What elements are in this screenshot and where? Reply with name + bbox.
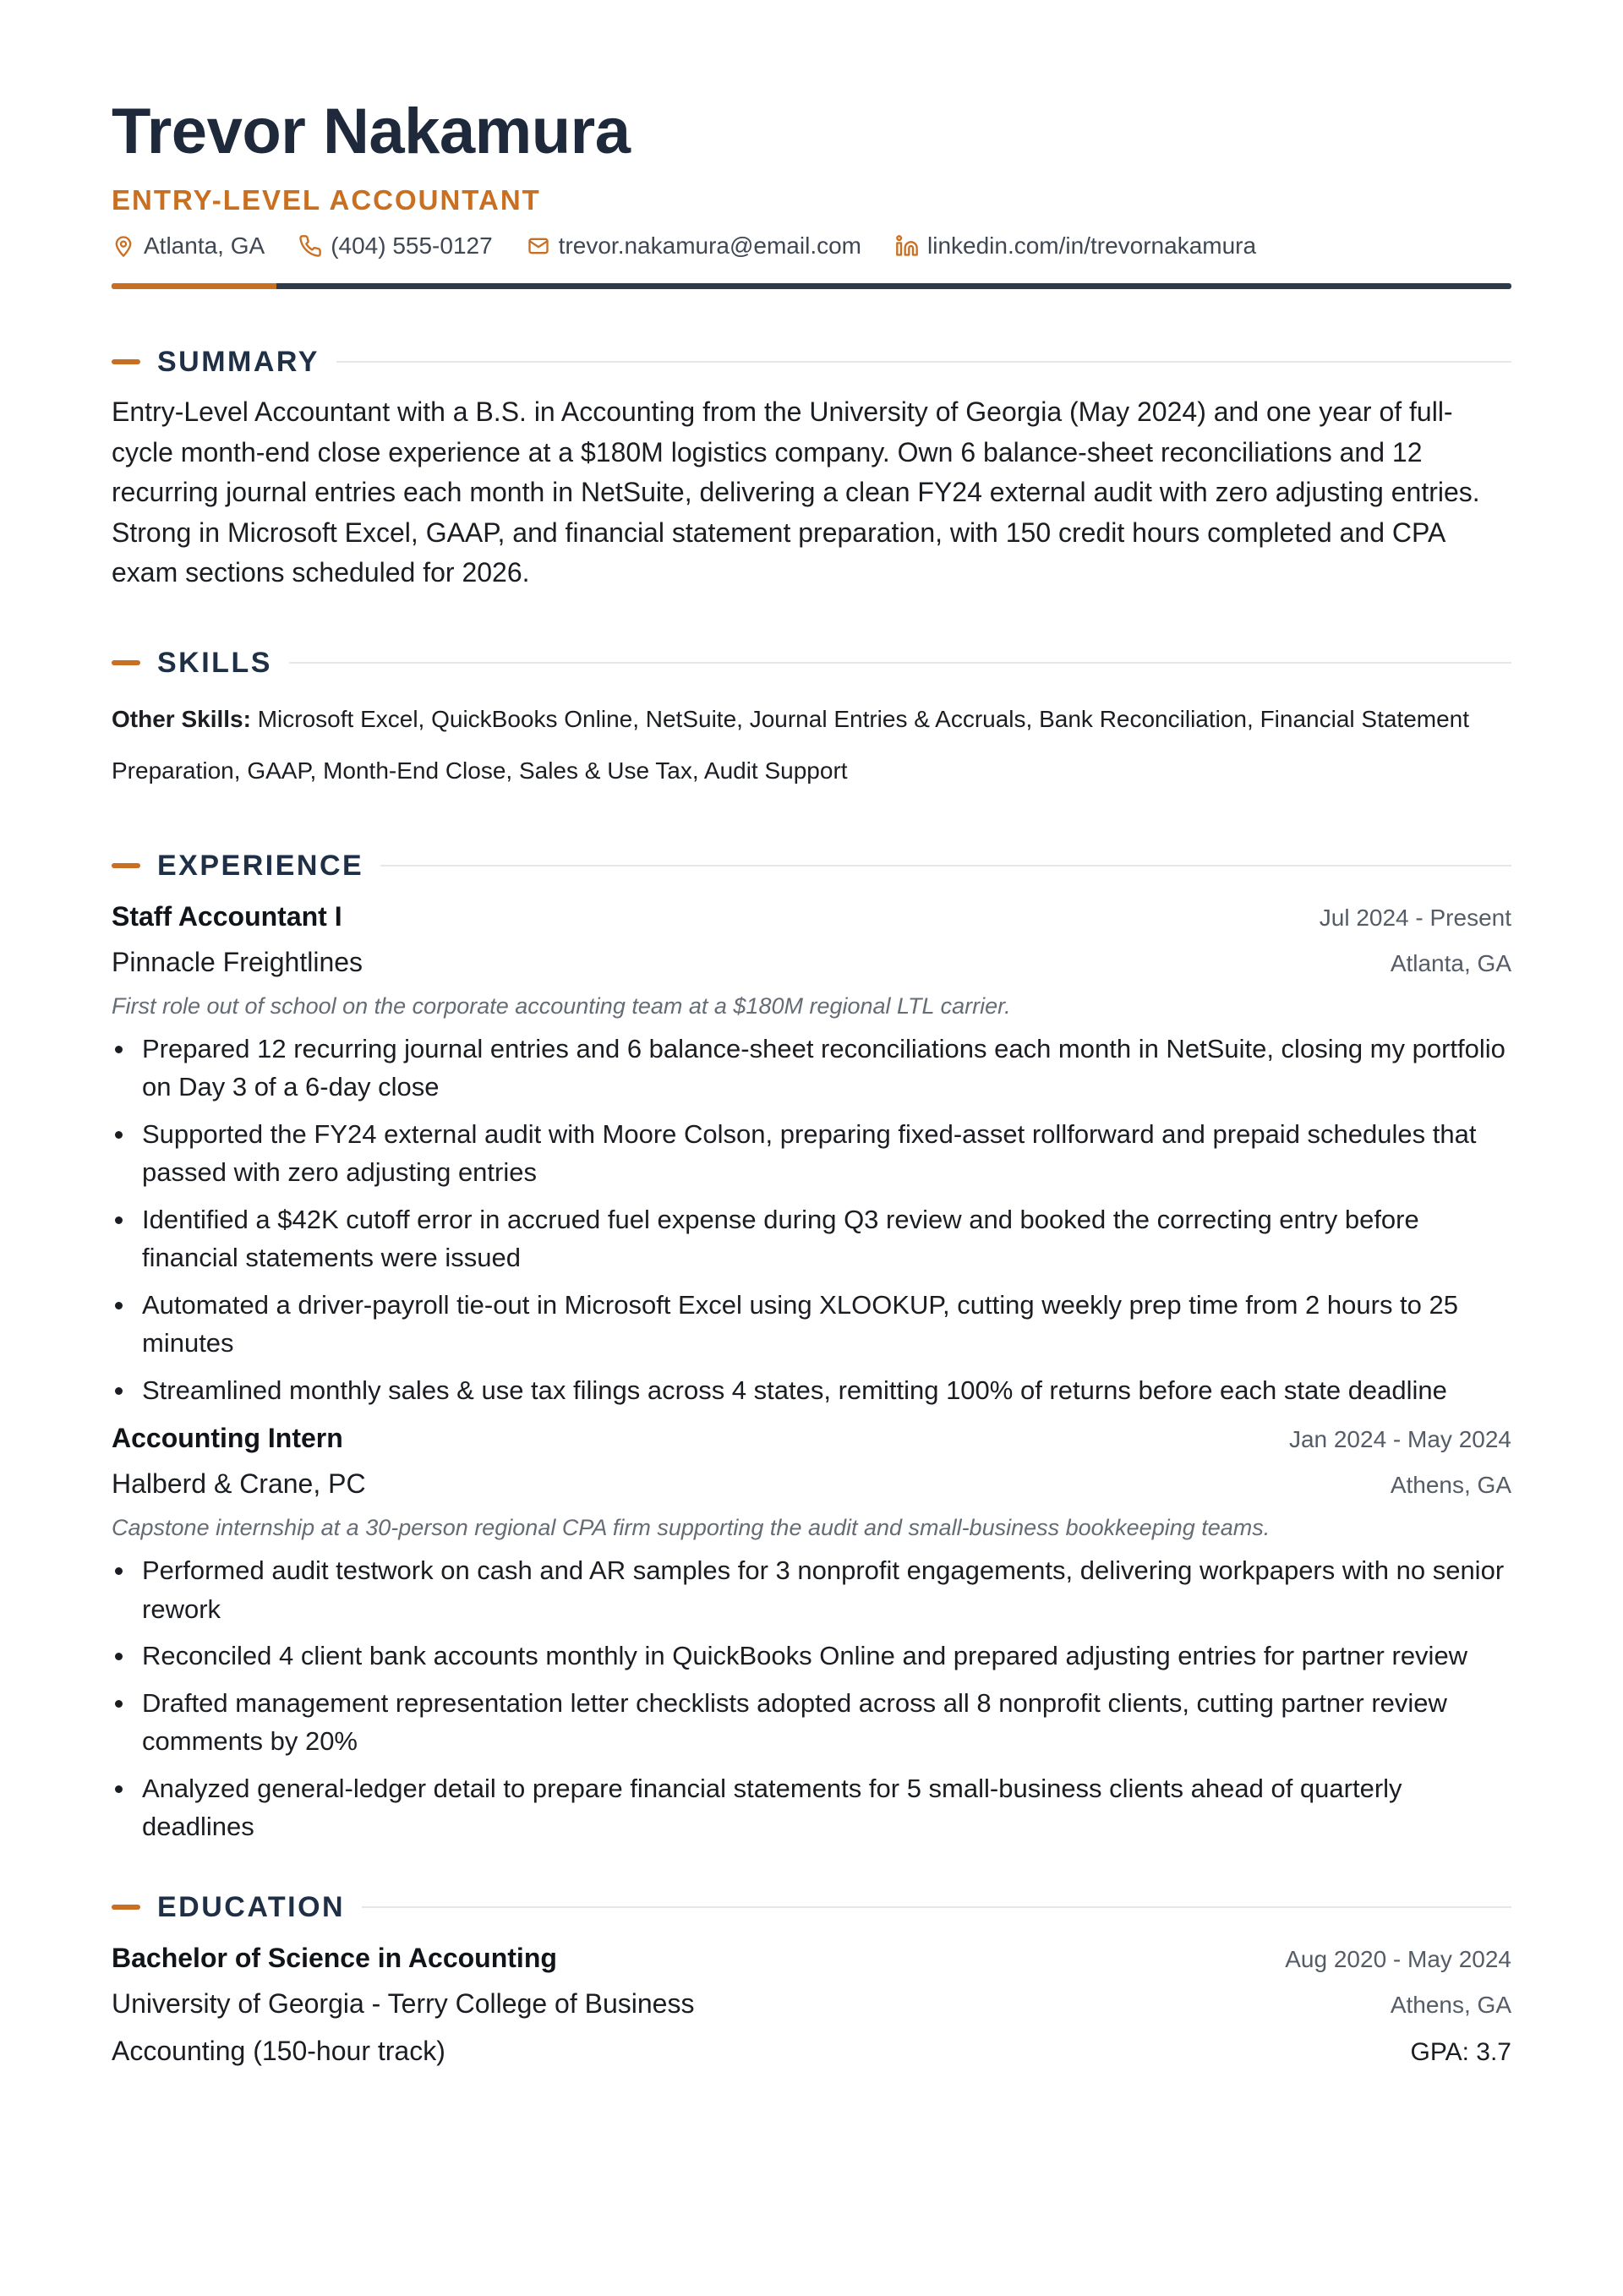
- school-location: Athens, GA: [1390, 1991, 1511, 2018]
- job-bullets: [112, 1030, 1511, 1410]
- linkedin-icon: [895, 234, 919, 258]
- education-entry: [112, 1938, 1511, 2076]
- skills-section: [112, 646, 1511, 796]
- gpa: GPA: 3.7: [1410, 2037, 1511, 2066]
- section-rule: [289, 662, 1511, 664]
- skills-list: Microsoft Excel, QuickBooks Online, NetSuite, Journal Entries & Accruals, Bank Reconciliation, Financial Statement Preparation, GAAP, Month-End Close, Sales & Use Tax, Audit Support: [112, 705, 1470, 784]
- section-rule: [336, 361, 1511, 363]
- education-section: [112, 1890, 1511, 2076]
- job-company: Halberd & Crane, PC: [112, 1468, 366, 1499]
- degree: Bachelor of Science in Accounting: [112, 1942, 557, 1973]
- email-text: trevor.nakamura@email.com: [558, 232, 861, 259]
- job-bullet: Analyzed general-ledger detail to prepare financial statements for 5 small-business clients ahead of quarterly deadlines: [112, 1769, 1511, 1846]
- contact-email[interactable]: [527, 234, 861, 258]
- experience-section: [112, 849, 1511, 1846]
- skills-text: [112, 693, 1511, 796]
- job-bullet: Streamlined monthly sales & use tax filings across 4 states, remitting 100% of returns before each state deadline: [112, 1371, 1511, 1410]
- job-dates: Jul 2024 - Present: [1319, 904, 1511, 931]
- section-title: SUMMARY: [157, 346, 320, 378]
- summary-text: Entry-Level Accountant with a B.S. in Accounting from the University of Georgia (May 2024) and one year of full-cycle month-end close experience at a $180M logistics company. Own 6 balance-sheet reconciliations and 12 recurring journal entries each month in NetSuite, delivering a clean FY24 external audit with zero adjusting entries. Strong in Microsoft Excel, GAAP, and financial statement preparation, with 150 credit hours completed and CPA exam sections scheduled for 2026.: [112, 396, 1480, 588]
- section-dash: [112, 660, 140, 665]
- contact-phone[interactable]: [298, 234, 492, 258]
- section-heading: [112, 646, 1511, 680]
- job-bullets: [112, 1551, 1511, 1846]
- mail-icon: [527, 234, 550, 258]
- job-bullet: Automated a driver-payroll tie-out in Microsoft Excel using XLOOKUP, cutting weekly prep time from 2 hours to 25 minutes: [112, 1286, 1511, 1363]
- section-rule: [380, 865, 1511, 866]
- job-bullet: Drafted management representation letter checklists adopted across all 8 nonprofit clients, cutting partner review comments by 20%: [112, 1684, 1511, 1761]
- education-track: Accounting (150-hour track): [112, 2035, 445, 2066]
- education-school-row: [112, 1980, 1511, 2027]
- education-track-row: [112, 2027, 1511, 2076]
- contact-bar: [112, 234, 1511, 258]
- section-heading: [112, 345, 1511, 379]
- education-header: [112, 1938, 1511, 1980]
- job-description: Capstone internship at a 30-person regional CPA firm supporting the audit and small-business bookkeeping teams.: [112, 1515, 1271, 1540]
- section-heading: [112, 1890, 1511, 1924]
- section-dash: [112, 1905, 140, 1910]
- job-description: First role out of school on the corporate accounting team at a $180M regional LTL carrier.: [112, 992, 1011, 1019]
- location-text: Atlanta, GA: [144, 232, 265, 259]
- contact-linkedin[interactable]: [895, 234, 1256, 258]
- job-header: [112, 1418, 1511, 1460]
- summary-section: [112, 345, 1511, 593]
- job-entry: [112, 1418, 1511, 1846]
- map-pin-icon: [112, 234, 135, 258]
- skills-label: Other Skills:: [112, 705, 251, 732]
- education-dates: Aug 2020 - May 2024: [1285, 1945, 1511, 1972]
- job-company: Pinnacle Freightlines: [112, 946, 363, 977]
- job-entry: [112, 896, 1511, 1410]
- section-title: SKILLS: [157, 646, 272, 679]
- job-company-row: [112, 1460, 1511, 1507]
- section-title: EXPERIENCE: [157, 849, 364, 882]
- phone-text: (404) 555-0127: [331, 232, 493, 259]
- job-bullet: Supported the FY24 external audit with Moore Colson, preparing fixed-asset rollforward and prepaid schedules that passed with zero adjusting entries: [112, 1115, 1511, 1192]
- job-location: Atlanta, GA: [1390, 949, 1511, 976]
- job-title: Staff Accountant I: [112, 900, 342, 932]
- header-divider-accent: [112, 283, 276, 289]
- linkedin-text: linkedin.com/in/trevornakamura: [927, 232, 1257, 259]
- job-bullet: Performed audit testwork on cash and AR samples for 3 nonprofit engagements, delivering workpapers with no senior rework: [112, 1551, 1511, 1628]
- header-divider: [112, 283, 1511, 289]
- section-rule: [362, 1906, 1511, 1908]
- phone-icon: [298, 234, 322, 258]
- section-dash: [112, 863, 140, 868]
- job-company-row: [112, 938, 1511, 986]
- job-title: Accounting Intern: [112, 1423, 343, 1453]
- job-location: Athens, GA: [1390, 1472, 1511, 1498]
- candidate-role: ENTRY-LEVEL ACCOUNTANT: [112, 184, 541, 216]
- job-bullet: Identified a $42K cutoff error in accrued fuel expense during Q3 review and booked the correcting entry before financial statements were issued: [112, 1200, 1511, 1277]
- section-heading: [112, 849, 1511, 883]
- section-dash: [112, 359, 140, 364]
- job-bullet: Prepared 12 recurring journal entries and 6 balance-sheet reconciliations each month in NetSuite, closing my portfolio on Day 3 of a 6-day close: [112, 1030, 1511, 1107]
- contact-location: [112, 234, 265, 258]
- job-bullet: Reconciled 4 client bank accounts monthly in QuickBooks Online and prepared adjusting entries for partner review: [112, 1637, 1511, 1676]
- school-name: University of Georgia - Terry College of Business: [112, 1987, 695, 2019]
- job-header: [112, 896, 1511, 938]
- job-dates: Jan 2024 - May 2024: [1288, 1426, 1511, 1452]
- section-title: EDUCATION: [157, 1890, 346, 1923]
- candidate-name: Trevor Nakamura: [112, 96, 631, 167]
